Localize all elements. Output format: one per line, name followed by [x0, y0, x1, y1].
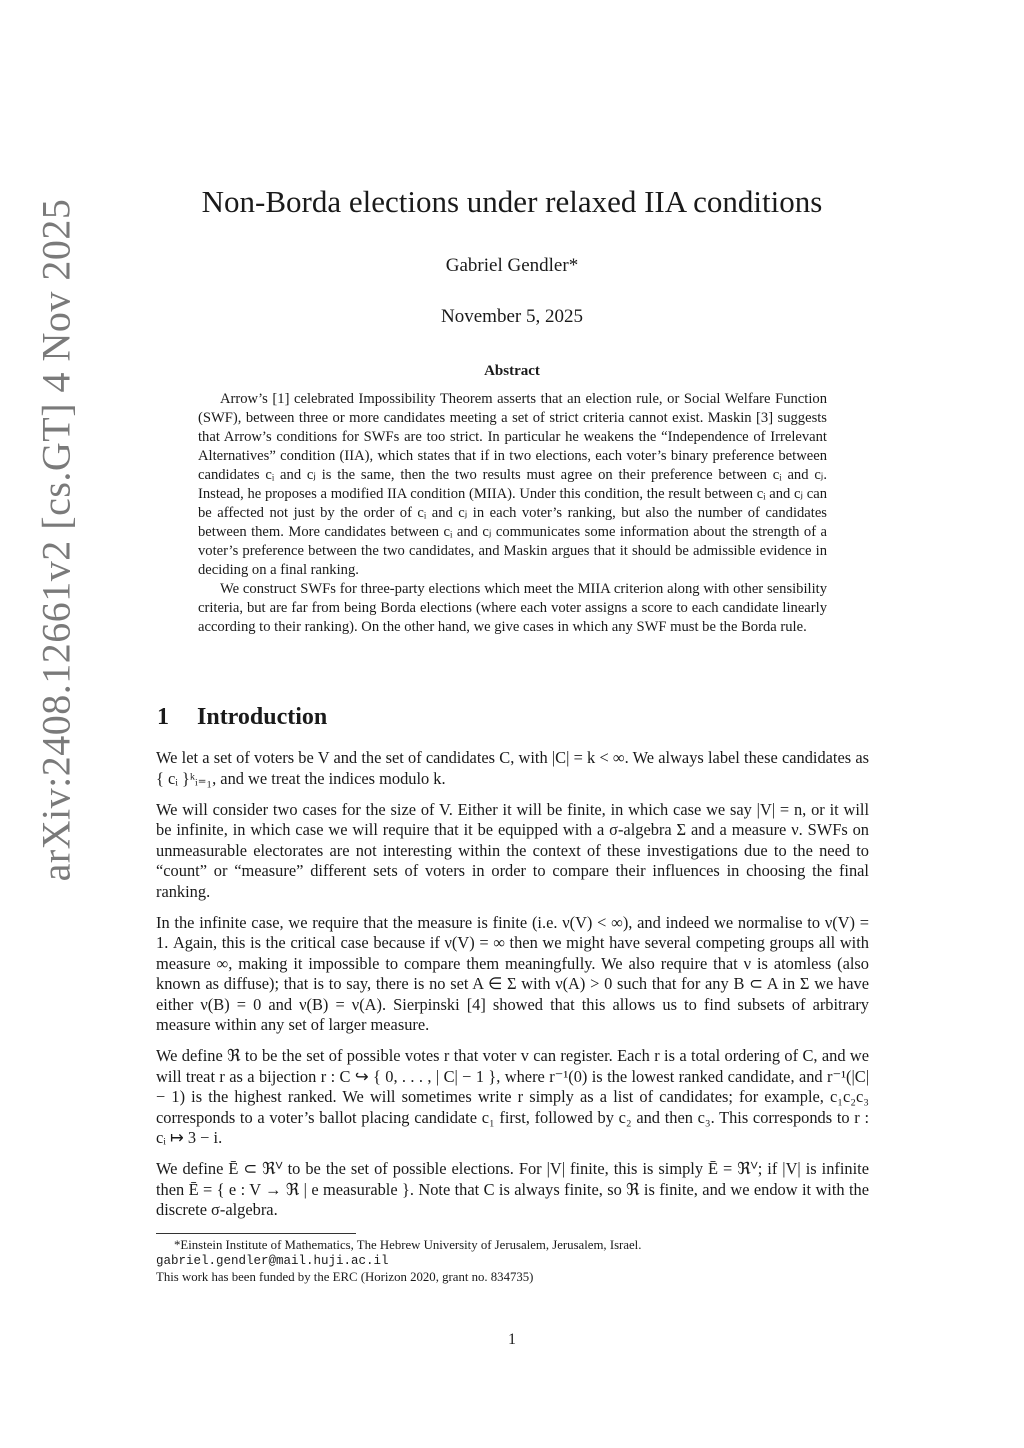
abstract-paragraph: We construct SWFs for three-party elections which meet the MIIA criterion along with other sensibility criteria, but are far from being Borda elections (where each voter assigns a score to each candidate linearly according to their ranking). On the other hand, we give cases in which any SWF must be the Borda rule. [198, 581, 827, 635]
page-number: 1 [508, 1331, 516, 1348]
body-paragraph: We let a set of voters be V and the set of candidates C, with |C| = k < ∞. We always label these candidates as { cᵢ }ᵏᵢ₌₁, and we treat the indices modulo k. [156, 748, 869, 788]
section-body [156, 748, 869, 1231]
abstract-paragraph: Arrow’s [1] celebrated Impossibility Theorem asserts that an election rule, or Social Welfare Function (SWF), between three or more candidates meeting a set of strict criteria cannot exist. Maskin [3] suggests that Arrow’s conditions for SWFs are too strict. In particular he weakens the “Independence of Irrelevant Alternatives” condition (IIA), which states that if in two elections, each voter’s binary preference between candidates cᵢ and cⱼ is the same, then the two results must agree on their preference between cᵢ and cⱼ. Instead, he proposes a modified IIA condition (MIIA). Under this condition, the result between cᵢ and cⱼ can be affected not just by the order of cᵢ and cⱼ in each voter’s ranking, but also the number of candidates between them. More candidates between cᵢ and cⱼ communicates some information about the strength of a voter’s preference between the two candidates, and Maskin argues that it should be admissible evidence in deciding on a final ranking. [198, 391, 827, 578]
abstract-heading: Abstract [484, 363, 540, 379]
body-paragraph: In the infinite case, we require that the measure is finite (i.e. ν(V) < ∞), and indeed we normalise to ν(V) = 1. Again, this is the critical case because if ν(V) = ∞ then we might have several competing groups all with measure ∞, making it impossible to compare them meaningfully. We also require that ν is atomless (also known as diffuse); that is to say, there is no set A ∈ Σ with ν(A) > 0 such that for any B ⊂ A in Σ we have either ν(B) = 0 and ν(B) = ν(A). Sierpinski [4] showed that this allows us to find subsets of arbitrary measure within any set of larger measure. [156, 912, 869, 1034]
body-paragraph: We define ℜ to be the set of possible votes r that voter v can register. Each r is a total ordering of C, and we will treat r as a bijection r : C ↪ { 0, . . . , | C| − 1 }, where r⁻¹(0) is the lowest ranked candidate, and r⁻¹(|C| − 1) is the highest ranked. We will sometimes write r simply as a list of candidates; for example, c₁c₂c₃ corresponds to a voter’s ballot placing candidate c₁ first, followed by c₂ and then c₃. This corresponds to r : cᵢ ↦ 3 − i. [156, 1046, 869, 1147]
author-name: Gabriel Gendler* [445, 255, 579, 276]
section-number: 1 [157, 704, 169, 730]
publication-date: November 5, 2025 [441, 306, 583, 327]
footnote-email: gabriel.gendler@mail.huji.ac.il [156, 1254, 389, 1268]
body-paragraph: We define Ē ⊂ ℜⱽ to be the set of possible elections. For |V| finite, this is simply Ē = ℜⱽ; if |V| is infinite then Ē = { e : V → ℜ | e measurable }. Note that C is always finite, so ℜ is finite, and we endow it with the discrete σ-algebra. [156, 1159, 869, 1219]
section-title: Introduction [197, 704, 328, 730]
section-heading [157, 704, 327, 731]
footnote-divider [156, 1233, 356, 1234]
footnotes [156, 1237, 869, 1285]
paper-title: Non-Borda elections under relaxed IIA conditions [201, 184, 823, 219]
body-paragraph: We will consider two cases for the size of V. Either it will be finite, in which case we say |V| = n, or it will be infinite, in which case we will require that it be equipped with a σ-algebra Σ and a measure ν. SWFs on unmeasurable electorates are not interesting within the context of these investigations due to the need to “count” or “measure” different sets of voters in order to compare their influences in choosing the final ranking. [156, 799, 869, 901]
arxiv-identifier-stamp: arXiv:2408.12661v2 [cs.GT] 4 Nov 2025 [33, 198, 79, 882]
footnote-funding: This work has been funded by the ERC (Horizon 2020, grant no. 834735) [156, 1270, 534, 1284]
footnote-affiliation: *Einstein Institute of Mathematics, The Hebrew University of Jerusalem, Jerusalem, Israel. [174, 1238, 642, 1252]
abstract-body [198, 390, 827, 637]
